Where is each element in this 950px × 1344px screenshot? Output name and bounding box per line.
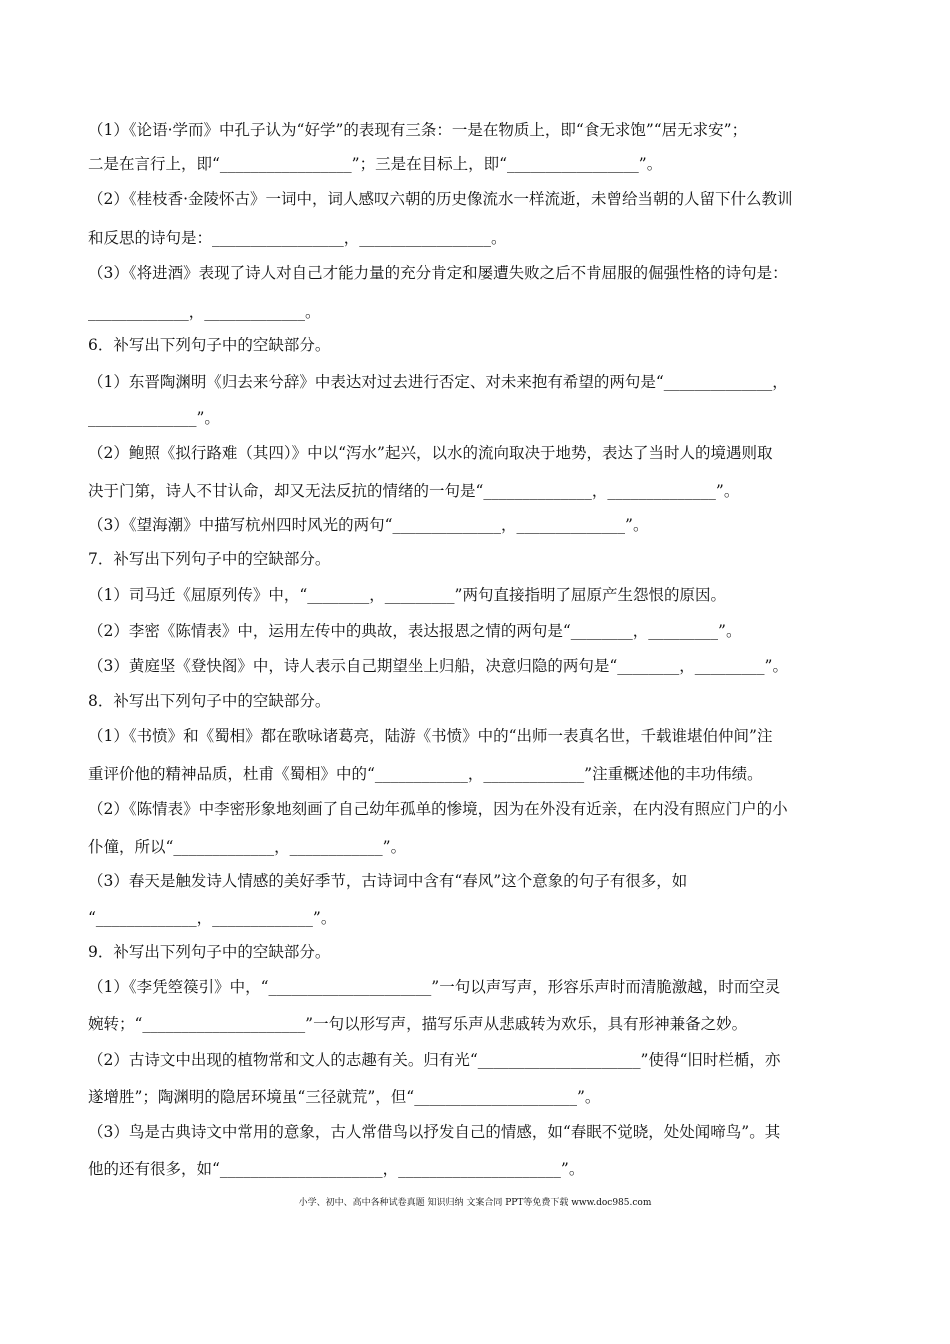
text-line: （1）《李凭箜篌引》中，“_____________________”一句以声写声，形容乐声时而清脆激越，时而空灵 — [88, 978, 781, 996]
text-line: 婉转；“_____________________”一句以形写声，描写乐声从悲戚转为欢乐，具有形神兼备之妙。 — [88, 1015, 748, 1033]
text-line: “_____________，_____________”。 — [88, 909, 337, 927]
text-line: （2）《陈情表》中李密形象地刻画了自己幼年孤单的惨境，因为在外没有近亲，在内没有照应门户的小 — [88, 800, 788, 818]
question-heading: 9．补写出下列句子中的空缺部分。 — [88, 943, 331, 961]
text-line: （2）古诗文中出现的植物常和文人的志趣有关。归有光“_____________________”使得“旧时栏楯，亦 — [88, 1051, 781, 1069]
text-line: ______________”。 — [88, 409, 220, 427]
text-line: （1）《论语·学而》中孔子认为“好学”的表现有三条：一是在物质上，即“食无求饱”“居无求安”； — [88, 121, 748, 139]
question-heading: 7．补写出下列句子中的空缺部分。 — [88, 550, 331, 568]
text-line: （3）鸟是古典诗文中常用的意象，古人常借鸟以抒发自己的情感，如“春眠不觉晓，处处闻啼鸟”。其 — [88, 1123, 781, 1141]
text-line: 二是在言行上，即“_________________”；三是在目标上，即“_________________”。 — [88, 155, 663, 173]
text-line: （3）黄庭坚《登快阁》中，诗人表示自己期望坐上归船，决意归隐的两句是“________，_________”。 — [88, 657, 788, 675]
text-line: 重评价他的精神品质，杜甫《蜀相》中的“____________，_____________”注重概述他的丰功伟绩。 — [88, 765, 763, 783]
text-line: （1）《书愤》和《蜀相》都在歌咏诸葛亮，陆游《书愤》中的“出师一表真名世，千载谁堪伯仲间”注 — [88, 727, 773, 745]
text-line: （2）《桂枝香·金陵怀古》一词中，词人感叹六朝的历史像流水一样流逝，未曾给当朝的人留下什么教训 — [88, 190, 793, 208]
text-line: （2）鲍照《拟行路难（其四）》中以“泻水”起兴，以水的流向取决于地势，表达了当时人的境遇则取 — [88, 444, 773, 462]
question-heading: 6．补写出下列句子中的空缺部分。 — [88, 336, 331, 354]
text-line: 和反思的诗句是：_________________，_________________。 — [88, 229, 507, 247]
text-line: 仆僮，所以“_____________，____________”。 — [88, 838, 407, 856]
text-line: _____________，_____________。 — [88, 303, 321, 321]
text-line: （2）李密《陈情表》中，运用左传中的典故，表达报恩之情的两句是“________，_________”。 — [88, 622, 742, 640]
page-footer: 小学、初中、高中各种试卷真题 知识归纳 文案合同 PPT等免费下载 www.doc985.com — [298, 1198, 652, 1208]
text-line: （3）《望海潮》中描写杭州四时风光的两句“______________，______________”。 — [88, 516, 649, 534]
text-line: （3）《将进酒》表现了诗人对自己才能力量的充分肯定和屡遭失败之后不肯屈服的倔强性格的诗句是： — [88, 264, 788, 282]
question-heading: 8．补写出下列句子中的空缺部分。 — [88, 692, 331, 710]
text-line: （1）东晋陶渊明《归去来兮辞》中表达对过去进行否定、对未来抱有希望的两句是“______________， — [88, 373, 788, 391]
text-line: 遂增胜”；陶渊明的隐居环境虽“三径就荒”，但“_____________________”。 — [88, 1088, 601, 1106]
text-line: 他的还有很多，如“_____________________，_____________________”。 — [88, 1160, 585, 1178]
text-line: （1）司马迁《屈原列传》中，“________，_________”两句直接指明了屈原产生怨恨的原因。 — [88, 586, 726, 604]
text-line: （3）春天是触发诗人情感的美好季节，古诗词中含有“春风”这个意象的句子有很多，如 — [88, 872, 688, 890]
text-line: 决于门第，诗人不甘认命，却又无法反抗的情绪的一句是“______________，______________”。 — [88, 482, 740, 500]
